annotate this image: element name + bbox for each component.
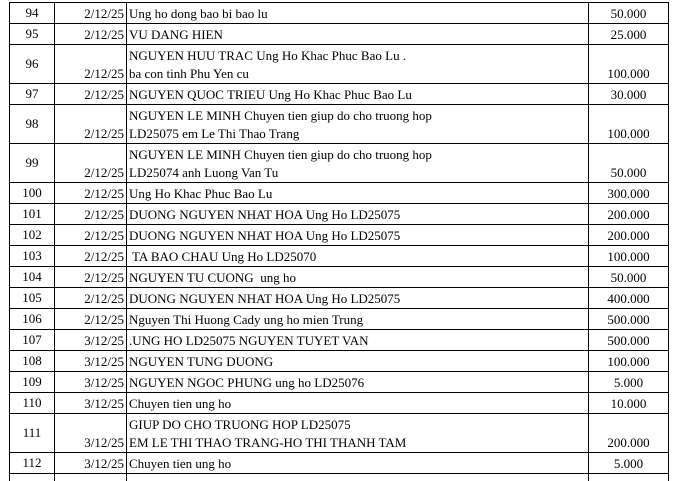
table-row [10, 24, 669, 45]
row-number-cell: 110 [10, 393, 55, 414]
table-row [10, 225, 669, 246]
row-number-cell: 103 [10, 246, 55, 267]
table-row [10, 183, 669, 204]
description-cell [127, 183, 589, 204]
table-row [10, 204, 669, 225]
row-number-cell: 95 [10, 24, 55, 45]
description-cell [127, 204, 589, 225]
donation-ledger-table [9, 2, 669, 481]
table-row [10, 267, 669, 288]
date-cell: 3/12/25 [55, 453, 127, 474]
amount-cell: 10.000 [589, 393, 669, 414]
table-row [10, 246, 669, 267]
description-line: Nguyen Thi Huong Cady ung ho mien Trung [129, 312, 364, 327]
date-cell: 2/12/25 [55, 105, 127, 144]
row-number-cell: 105 [10, 288, 55, 309]
amount-cell: 500.000 [589, 309, 669, 330]
amount-cell: 25.000 [589, 24, 669, 45]
date-cell: 2/12/25 [55, 144, 127, 183]
description-line: LD25074 anh Luong Van Tu [129, 165, 279, 180]
date-cell: 2/12/25 [55, 84, 127, 105]
description-line: ba con tinh Phu Yen cu [129, 66, 249, 81]
date-cell: 3/12/25 [55, 414, 127, 453]
description-cell [127, 45, 589, 84]
description-line: Ung ho dong bao bi bao lu [129, 6, 268, 21]
description-cell [127, 393, 589, 414]
description-line: LD25075 em Le Thi Thao Trang [129, 126, 300, 141]
amount-cell: 5.000 [589, 453, 669, 474]
description-cell [127, 309, 589, 330]
row-number-cell: 102 [10, 225, 55, 246]
description-cell [127, 474, 589, 481]
amount-cell: 100.000 [589, 246, 669, 267]
date-cell: 3/12/25 [55, 393, 127, 414]
date-cell: 2/12/25 [55, 3, 127, 24]
description-line: EM LE THI THAO TRANG-HO THI THANH TAM [129, 435, 407, 450]
row-number-cell: 112 [10, 453, 55, 474]
table-row [10, 105, 669, 144]
table-row [10, 414, 669, 453]
description-cell [127, 330, 589, 351]
ledger-body [10, 3, 669, 481]
table-row [10, 3, 669, 24]
description-cell [127, 144, 589, 183]
description-cell [127, 288, 589, 309]
description-line: Chuyen tien ung ho [129, 456, 232, 471]
description-cell [127, 84, 589, 105]
table-row [10, 351, 669, 372]
date-cell: 3/12/25 [55, 351, 127, 372]
amount-cell: 100.000 [589, 351, 669, 372]
description-cell [127, 105, 589, 144]
table-row [10, 393, 669, 414]
description-cell [127, 225, 589, 246]
table-row [10, 453, 669, 474]
description-line: NGUYEN LE MINH Chuyen tien giup do cho truong hop [129, 108, 432, 123]
description-line: Ung Ho Khac Phuc Bao Lu [129, 186, 273, 201]
amount-cell: 100.000 [589, 105, 669, 144]
table-row [10, 288, 669, 309]
description-line: NGUYEN HUU TRAC Ung Ho Khac Phuc Bao Lu . [129, 48, 407, 63]
amount-cell: 50.000 [589, 144, 669, 183]
row-number-cell: 107 [10, 330, 55, 351]
row-number-cell: 106 [10, 309, 55, 330]
amount-cell: 30.000 [589, 84, 669, 105]
amount-cell: 200.000 [589, 414, 669, 453]
date-cell: 2/12/25 [55, 309, 127, 330]
amount-cell [589, 474, 669, 481]
description-line: Chuyen tien ung ho [129, 396, 232, 411]
description-line: NGUYEN TU CUONG ung ho [129, 270, 296, 285]
row-number-cell: 109 [10, 372, 55, 393]
description-line: NGUYEN LE MINH Chuyen tien giup do cho truong hop [129, 147, 432, 162]
table-row [10, 84, 669, 105]
row-number-cell [10, 474, 55, 481]
date-cell: 3/12/25 [55, 372, 127, 393]
date-cell [55, 474, 127, 481]
row-number-cell: 111 [10, 414, 55, 453]
row-number-cell: 94 [10, 3, 55, 24]
row-number-cell: 104 [10, 267, 55, 288]
description-cell [127, 372, 589, 393]
table-row [10, 309, 669, 330]
amount-cell: 200.000 [589, 225, 669, 246]
amount-cell: 300.000 [589, 183, 669, 204]
amount-cell: 400.000 [589, 288, 669, 309]
date-cell: 3/12/25 [55, 330, 127, 351]
description-cell [127, 24, 589, 45]
description-line: .UNG HO LD25075 NGUYEN TUYET VAN [129, 333, 369, 348]
amount-cell: 50.000 [589, 3, 669, 24]
description-line: DUONG NGUYEN NHAT HOA Ung Ho LD25075 [129, 207, 401, 222]
table-row [10, 45, 669, 84]
date-cell: 2/12/25 [55, 24, 127, 45]
description-cell [127, 246, 589, 267]
description-line: GIUP DO CHO TRUONG HOP LD25075 [129, 417, 351, 432]
description-line: VU DANG HIEN [129, 27, 223, 42]
description-line: NGUYEN QUOC TRIEU Ung Ho Khac Phuc Bao Lu [129, 87, 412, 102]
date-cell: 2/12/25 [55, 267, 127, 288]
row-number-cell: 99 [10, 144, 55, 183]
amount-cell: 200.000 [589, 204, 669, 225]
amount-cell: 100.000 [589, 45, 669, 84]
date-cell: 2/12/25 [55, 246, 127, 267]
description-cell [127, 267, 589, 288]
table-row [10, 144, 669, 183]
description-line: NGUYEN TUNG DUONG [129, 354, 274, 369]
description-line: NGUYEN NGOC PHUNG ung ho LD25076 [129, 375, 365, 390]
row-number-cell: 96 [10, 45, 55, 84]
description-line: DUONG NGUYEN NHAT HOA Ung Ho LD25075 [129, 228, 401, 243]
description-cell [127, 453, 589, 474]
description-cell [127, 414, 589, 453]
description-line: TA BAO CHAU Ung Ho LD25070 [129, 249, 317, 264]
date-cell: 2/12/25 [55, 183, 127, 204]
date-cell: 2/12/25 [55, 225, 127, 246]
row-number-cell: 108 [10, 351, 55, 372]
date-cell: 2/12/25 [55, 288, 127, 309]
row-number-cell: 98 [10, 105, 55, 144]
description-cell [127, 351, 589, 372]
date-cell: 2/12/25 [55, 45, 127, 84]
amount-cell: 5.000 [589, 372, 669, 393]
amount-cell: 500.000 [589, 330, 669, 351]
date-cell: 2/12/25 [55, 204, 127, 225]
row-number-cell: 101 [10, 204, 55, 225]
description-cell [127, 3, 589, 24]
table-row [10, 372, 669, 393]
amount-cell: 50.000 [589, 267, 669, 288]
table-row [10, 330, 669, 351]
table-row [10, 474, 669, 481]
row-number-cell: 100 [10, 183, 55, 204]
description-line: DUONG NGUYEN NHAT HOA Ung Ho LD25075 [129, 291, 401, 306]
row-number-cell: 97 [10, 84, 55, 105]
